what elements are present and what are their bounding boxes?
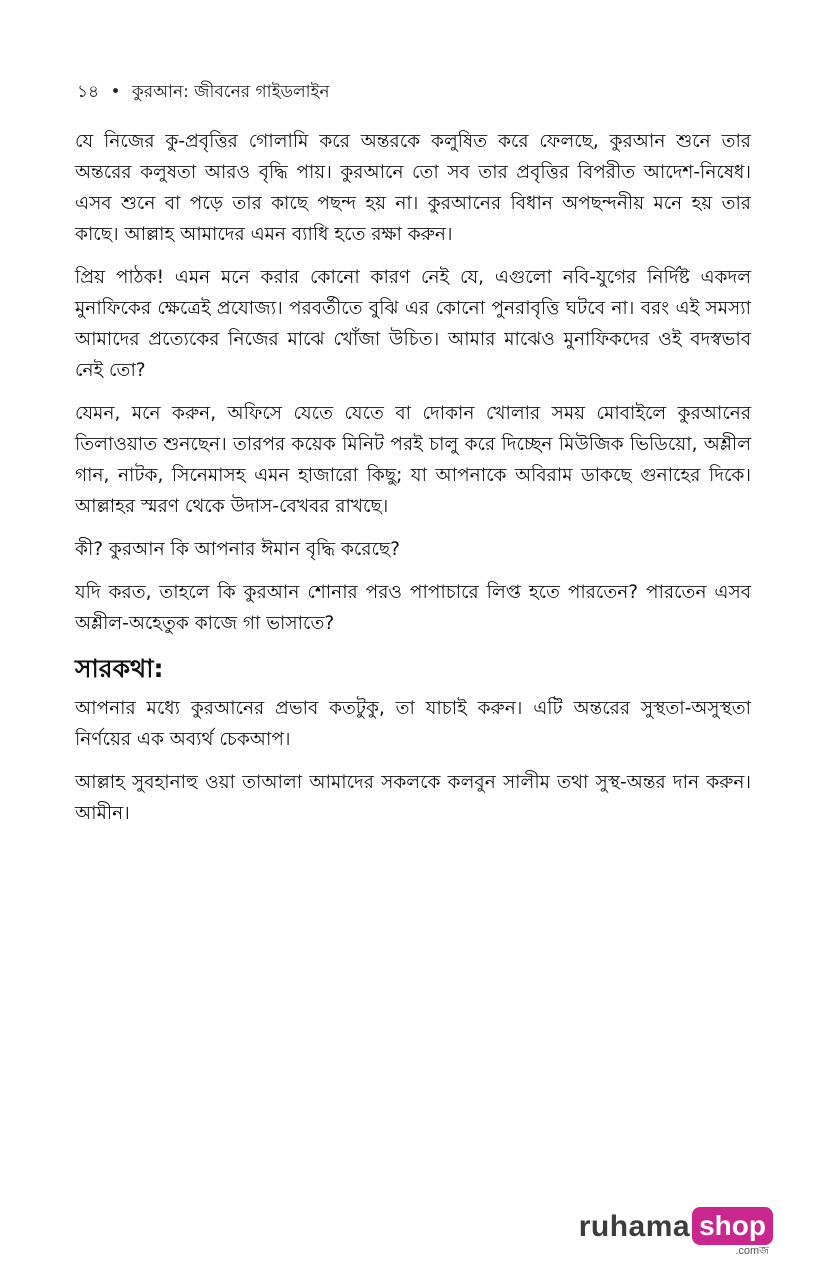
page-number: ১৪ <box>77 82 100 102</box>
paragraph-5: যদি করত, তাহলে কি কুরআন শোনার পরও পাপাচারে লিপ্ত হতে পারতেন? পারতেন এসব অশ্লীল-অহেতুক কাজে গা ভাসাতে? <box>75 582 751 634</box>
summary-paragraph-2: আল্লাহ সুবহানাহু ওয়া তাআলা আমাদের সকলকে কলবুন সালীম তথা সুস্থ-অন্তর দান করুন। আমীন। <box>75 772 751 824</box>
logo-domain-text: .comজ <box>735 1245 769 1257</box>
logo-name-text: ruhama <box>578 1210 691 1243</box>
paragraph-3: যেমন, মনে করুন, অফিসে যেতে যেতে বা দোকান খোলার সময় মোবাইলে কুরআনের তিলাওয়াত শুনছেন। তারপর কয়েক মিনিট পরই চালু করে দিচ্ছেন মিউজিক ভিডিয়ো, অশ্লীল গান, নাটক, সিনেমাসহ এমন হাজারো কিছু; যা আপনাকে অবিরাম ডাকছে গুনাহের দিকে। আল্লাহর স্মরণ থেকে উদাস-বেখবর রাখছে। <box>75 403 751 517</box>
page-body <box>75 126 751 841</box>
summary-heading: সারকথা: <box>75 654 164 683</box>
running-header <box>77 80 330 104</box>
paragraph-2: প্রিয় পাঠক! এমন মনে করার কোনো কারণ নেই যে, এগুলো নবি-যুগের নির্দিষ্ট একদল মুনাফিকের ক্ষেত্রেই প্রযোজ্য। পরবর্তীতে বুঝি এর কোনো পুনরাবৃত্তি ঘটবে না। বরং এই সমস্যা আমাদের প্রত্যেকের নিজের মাঝে খোঁজা উচিত। আমার মাঝেও মুনাফিকদের ওই বদস্বভাব নেই তো? <box>75 267 751 381</box>
logo-box <box>692 1207 773 1257</box>
book-title: কুরআন: জীবনের গাইডলাইন <box>131 82 330 102</box>
logo-shop-text: shop <box>692 1207 773 1245</box>
summary-paragraph-1: আপনার মধ্যে কুরআনের প্রভাব কতটুকু, তা যাচাই করুন। এটি অন্তরের সুস্থতা-অসুস্থতা নির্ণয়ের এক অব্যর্থ চেকআপ। <box>75 698 751 750</box>
ruhamashop-logo <box>578 1207 773 1257</box>
paragraph-1: যে নিজের কু-প্রবৃত্তির গোলামি করে অন্তরকে কলুষিত করে ফেলছে, কুরআন শুনে তার অন্তরের কলুষতা আরও বৃদ্ধি পায়। কুরআনে তো সব তার প্রবৃত্তির বিপরীত আদেশ-নিষেধ। এসব শুনে বা পড়ে তার কাছে পছন্দ হয় না। কুরআনের বিধান অপছন্দনীয় মনে হয় তার কাছে। আল্লাহ আমাদের এমন ব্যাধি হতে রক্ষা করুন। <box>75 131 751 245</box>
header-bullet: • <box>110 82 121 102</box>
paragraph-4: কী? কুরআন কি আপনার ঈমান বৃদ্ধি করেছে? <box>75 539 400 560</box>
